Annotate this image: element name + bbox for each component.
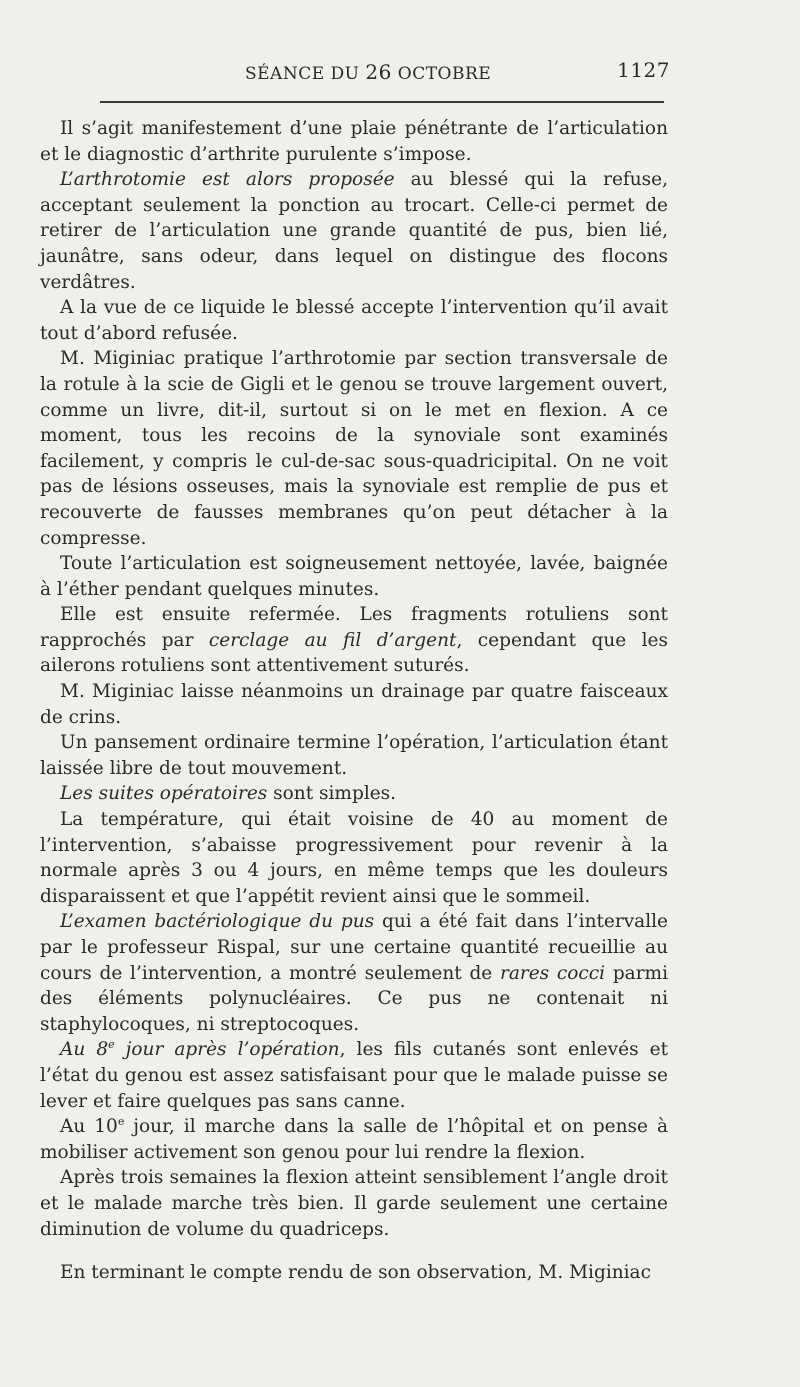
running-title-month: OCTOBRE xyxy=(397,64,492,84)
italic-phrase: rares cocci xyxy=(500,962,606,984)
italic-phrase: L’examen bactériologique du pus xyxy=(60,911,375,933)
paragraph-1: Il s’agit manifestement d’une plaie pénétrante de l’articulation et le diagnostic d’arthrite purulente s’impose. xyxy=(40,118,668,165)
paragraph-11: L’examen bactériologique du pus qui a été fait dans l’intervalle par le professeur Rispal, sur une certaine quantité recueillie au cours de l’intervention, a montré seulement de rares cocci parmi des éléments polynucléaires. Ce pus ne contenait ni staphylocoques, ni streptocoques. xyxy=(40,911,668,1035)
running-title-day: 26 xyxy=(365,60,392,84)
paragraph-3: A la vue de ce liquide le blessé accepte l’intervention qu’il avait tout d’abord refusée. xyxy=(40,297,668,344)
body-text xyxy=(40,116,668,1286)
paragraph-8: Un pansement ordinaire termine l’opération, l’articulation étant laissée libre de tout mouvement. xyxy=(40,732,668,779)
paragraph-15: En terminant le compte rendu de son observation, M. Miginiac xyxy=(60,1262,651,1284)
paragraph-9: Les suites opératoires sont simples. xyxy=(60,783,397,805)
italic-phrase: Les suites opératoires xyxy=(60,783,268,805)
running-head xyxy=(40,58,670,86)
running-title xyxy=(245,60,491,84)
paragraph-5: Toute l’articulation est soigneusement nettoyée, lavée, baignée à l’éther pendant quelques minutes. xyxy=(40,553,668,600)
paragraph-7: M. Miginiac laisse néanmoins un drainage par quatre faisceaux de crins. xyxy=(40,681,668,728)
paragraph-13: Au 10e jour, il marche dans la salle de l’hôpital et on pense à mobiliser activement son genou pour lui rendre la flexion. xyxy=(40,1115,669,1163)
paragraph-6: Elle est ensuite refermée. Les fragments rotuliens sont rapprochés par cerclage au fil d’argent, cependant que les ailerons rotuliens sont attentivement suturés. xyxy=(40,604,668,677)
italic-phrase: L’arthrotomie est alors proposée xyxy=(60,169,395,191)
header-rule xyxy=(100,101,664,103)
page-number: 1127 xyxy=(617,58,670,82)
paragraph-12: Au 8e jour après l’opération, les fils cutanés sont enlevés et l’état du genou est assez satisfaisant pour que le malade puisse se lever et faire quelques pas sans canne. xyxy=(40,1038,668,1112)
running-title-prefix: SÉANCE DU xyxy=(245,64,360,84)
italic-phrase: Au 8e jour après l’opération xyxy=(60,1038,340,1061)
paragraph-2: L’arthrotomie est alors proposée au blessé qui la refuse, acceptant seulement la ponction au trocart. Celle-ci permet de retirer de l’articulation une grande quantité de pus, bien lié, jaunâtre, sans odeur, dans lequel on distingue des flocons verdâtres. xyxy=(40,169,668,293)
paragraph-14: Après trois semaines la flexion atteint sensiblement l’angle droit et le malade marche très bien. Il garde seulement une certaine diminution de volume du quadriceps. xyxy=(40,1167,668,1240)
paragraph-10: La température, qui était voisine de 40 au moment de l’intervention, s’abaisse progressivement pour revenir à la normale après 3 ou 4 jours, en même temps que les douleurs disparaissent et que l’appétit revient ainsi que le sommeil. xyxy=(40,809,668,907)
paragraph-4: M. Miginiac pratique l’arthrotomie par section transversale de la rotule à la scie de Gigli et le genou se trouve largement ouvert, comme un livre, dit-il, surtout si on le met en flexion. A ce moment, tous les recoins de la synoviale sont examinés facilement, y compris le cul-de-sac sous-quadricipital. On ne voit pas de lésions osseuses, mais la synoviale est remplie de pus et recouverte de fausses membranes qu’on peut détacher à la compresse. xyxy=(40,348,668,549)
italic-phrase: cerclage au fil d’argent xyxy=(208,629,457,651)
